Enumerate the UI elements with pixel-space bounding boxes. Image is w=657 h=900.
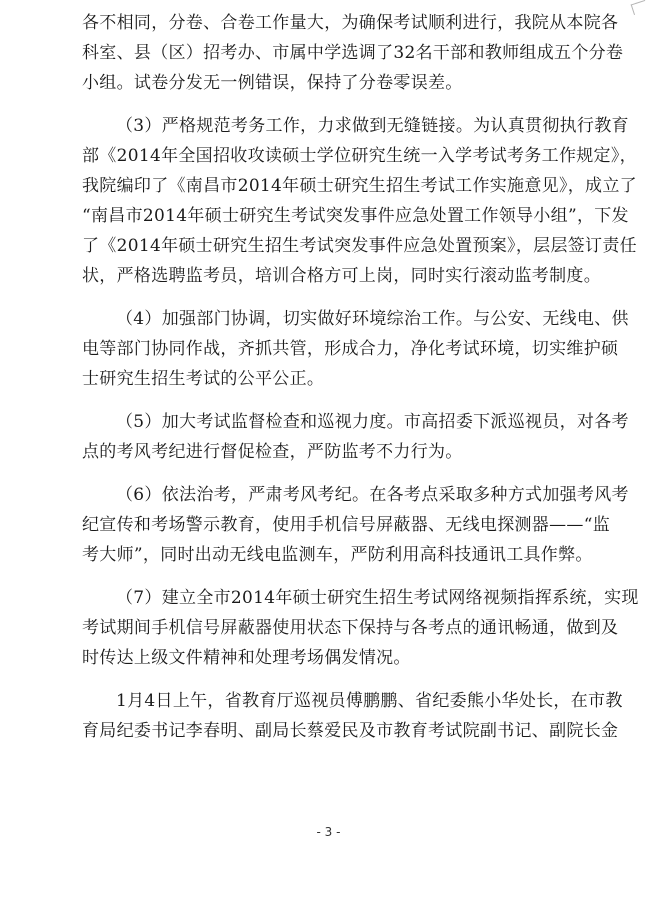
paragraph-1 bbox=[82, 8, 624, 98]
text-line: （4）加强部门协调，切实做好环境综治工作。与公安、无线电、供 bbox=[116, 309, 629, 329]
paragraph-5 bbox=[82, 480, 629, 570]
text-line: 育局纪委书记李春明、副局长蔡爱民及市教育考试院副书记、副院长金 bbox=[82, 721, 619, 741]
text-line: 状，严格选聘监考员，培训合格方可上岗，同时实行滚动监考制度。 bbox=[82, 266, 601, 286]
text-line: （5）加大考试监督检查和巡视力度。市高招委下派巡视员，对各考 bbox=[116, 412, 629, 432]
page-number: - 3 - bbox=[316, 825, 341, 839]
paragraph-3 bbox=[82, 304, 629, 394]
text-line: 了《2014年硕士研究生招生考试突发事件应急处置预案》，层层签订责任 bbox=[82, 236, 637, 256]
scan-corner-mark bbox=[631, 0, 649, 15]
text-line: 士研究生招生考试的公平公正。 bbox=[82, 369, 325, 389]
text-line: 纪宣传和考场警示教育，使用手机信号屏蔽器、无线电探测器——“监 bbox=[82, 515, 610, 535]
text-line: 考大师”，同时出动无线电监测车，严防利用高科技通讯工具作弊。 bbox=[82, 545, 593, 565]
text-line: 时传达上级文件精神和处理考场偶发情况。 bbox=[82, 648, 411, 668]
paragraph-4 bbox=[82, 407, 629, 467]
text-line: 点的考风考纪进行督促检查，严防监考不力行为。 bbox=[82, 442, 463, 462]
text-line: 1月4日上午，省教育厅巡视员傅鹏鹏、省纪委熊小华处长，在市教 bbox=[116, 691, 623, 711]
text-line: （3）严格规范考务工作，力求做到无缝链接。为认真贯彻执行教育 bbox=[116, 116, 629, 136]
text-line: 我院编印了《南昌市2014年硕士研究生招生考试工作实施意见》，成立了 bbox=[82, 176, 637, 196]
text-line: 小组。试卷分发无一例错误，保持了分卷零误差。 bbox=[82, 73, 463, 93]
text-line: （6）依法治考，严肃考风考纪。在各考点采取多种方式加强考风考 bbox=[116, 485, 629, 505]
text-line: （7）建立全市2014年硕士研究生招生考试网络视频指挥系统，实现 bbox=[116, 588, 639, 608]
text-line: 各不相同，分卷、合卷工作量大，为确保考试顺利进行，我院从本院各 bbox=[82, 13, 619, 33]
text-line: 科室、县（区）招考办、市属中学选调了32名干部和教师组成五个分卷 bbox=[82, 43, 624, 63]
paragraph-2 bbox=[82, 111, 637, 291]
text-line: 部《2014年全国招收攻读硕士学位研究生统一入学考试考务工作规定》， bbox=[82, 146, 637, 166]
text-line: 考试期间手机信号屏蔽器使用状态下保持与各考点的通讯畅通，做到及 bbox=[82, 618, 619, 638]
document-body bbox=[82, 8, 639, 746]
text-line: “南昌市2014年硕士研究生考试突发事件应急处置工作领导小组”，下发 bbox=[82, 206, 629, 226]
paragraph-6 bbox=[82, 583, 639, 673]
text-line: 电等部门协同作战，齐抓共管，形成合力，净化考试环境，切实维护硕 bbox=[82, 339, 619, 359]
paragraph-7 bbox=[82, 686, 623, 746]
